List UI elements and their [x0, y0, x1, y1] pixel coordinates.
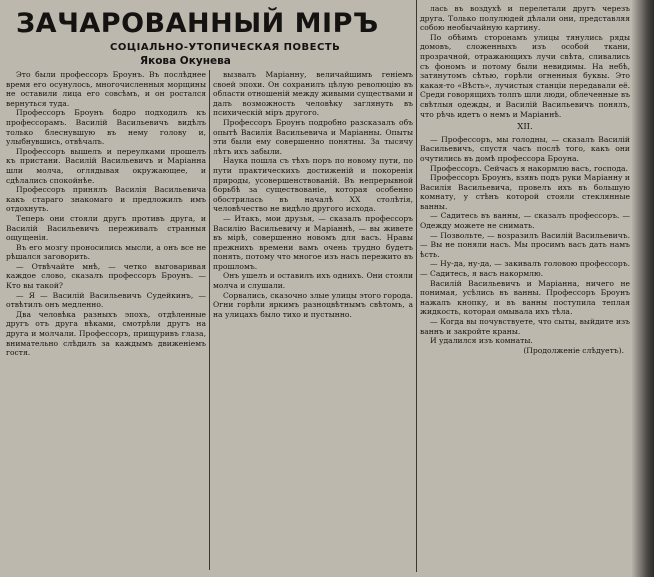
paragraph: Профессоръ Броунъ бодро подходилъ къ профессорамъ. Василій Васильевичъ видѣлъ только блеснувшую въ нему голову и, улыбнувшись, отвѣчалъ. [6, 108, 206, 147]
paragraph: Профессоръ. Сейчасъ я накормлю васъ, господа. [430, 163, 628, 173]
column-divider [416, 0, 417, 572]
paragraph: — Итакъ, мои друзья, — сказалъ профессоръ Василію Васильевичу и Марiаннѣ, — вы живете въ мiрѣ, совершенно новомъ для васъ. Нравы прежнихъ времени вамъ очень трудно будетъ понять, потому что многое изъ насъ пережито въ прошломъ. [213, 213, 413, 271]
paragraph: лась въ воздухѣ и перелетали другъ черезъ друга. Только полулюдей дѣлали они, представляя собою необычайную картину. [420, 4, 630, 33]
paragraph: Профессоръ Броунъ, взявъ подъ руки Марiанну и Василія Васильевича, провелъ ихъ въ большую комнату, у стѣнъ которой стояли стеклянные ванны. [420, 173, 630, 211]
article-title: ЗАЧАРОВАННЫЙ МIРЪ [16, 8, 379, 39]
paragraph: — Ну-да, ну-да, — закивалъ головою профессоръ. — Садитесь, я васъ накормлю. [420, 259, 630, 279]
column-divider [209, 70, 210, 570]
paragraph: Василій Васильевичъ и Марiанна, ничего не понимая, усѣлись въ ванны. Профессоръ Броунъ нажалъ кнопку, и въ ванны поступила теплая жидкость, которая омывала ихъ тѣла. [420, 278, 630, 317]
paragraph: Профессоръ Броунъ подробно разсказалъ объ опытѣ Василія Васильевича и Марiанны. Опыты эти были ему совершенно понятны. За тысячу лѣтъ ихъ забыли. [213, 117, 413, 156]
paragraph: Профессоръ вышелъ и переулками прошелъ къ пристани. Василій Васильевичъ и Марiанна шли молча, оглядывая окружающее, и сдѣлались спокойнѣе. [6, 146, 206, 185]
paragraph: — Отвѣчайте мнѣ, — четко выговаривая каждое слово, сказалъ профессоръ Броунъ. — Кто вы такой? [6, 261, 206, 291]
article-header [0, 0, 418, 70]
page-edge-shadow [632, 0, 654, 577]
paragraph: Сорвались, сказочно злые улицы этого города. Огни горѣли яркимъ разноцвѣтнымъ свѣтомъ, а на улицахъ было тихо и пустынно. [213, 290, 413, 319]
paragraph: Это были профессоръ Броунъ. Въ послѣднее время его осунулось, многочисленныя морщины не оставили лица его совсѣмъ, и он ростался вернуться туда. [6, 70, 206, 108]
paragraph: И удалился изъ комнаты. [430, 336, 533, 346]
paragraph: Два человѣка разныхъ эпохъ, отдѣленные другъ отъ друга вѣками, смотрѣли другъ на друга и молчали. Профессоръ, прищуривъ глаза, внимательно слѣдилъ за каждымъ движенiемъ гостя. [6, 309, 206, 358]
paragraph: По обѣимъ сторонамъ улицы тянулись ряды домовъ, сложенныхъ изъ особой ткани, прозрачной, отражающихъ лучи свѣта, сливались съ фономъ и потому были невидимы. На небѣ, затянутомъ сѣтью, горѣли огненныя буквы. Это какая-то «Вѣсть», лучистыя станцiи передавали её. Среди говорящихъ толпъ шли люди, облеченные въ свѣтлыя одежды, и Василій Васильевичъ понялъ, что рѣчь идетъ о немъ и Марiаннѣ. [420, 32, 630, 119]
text-column-1 [6, 70, 206, 570]
paragraph: Въ его мозгу проносились мысли, а онъ все не рѣшался заговорить. [6, 242, 206, 262]
paragraph: — Садитесь въ ванны, — сказалъ профессоръ. — Одежду можете не снимать. [420, 211, 630, 231]
paragraph: Наука пошла съ тѣхъ поръ по новому пути, по пути практическихъ достиженiй и покоренiя природы, усовершенствованiй. Въ непрерывной борьбѣ за существованiе, которая особенно обострилась въ началѣ XX столѣтiя, человѣчество не видѣло другого исхода. [213, 156, 413, 214]
article-author: Якова Окунева [140, 55, 231, 67]
paragraph: — Профессоръ, мы голодны, — сказалъ Василій Васильевичъ, спустя часъ послѣ того, какъ они очутились въ домѣ профессора Броуна. [420, 134, 630, 163]
article-subtitle: СОЦIАЛЬНО-УТОПИЧЕСКАЯ ПОВЕСТЬ [110, 42, 341, 53]
text-column-2 [213, 70, 413, 570]
paragraph: Онъ ушелъ и оставилъ ихъ однихъ. Они стояли молча и слушали. [213, 271, 413, 291]
chapter-heading: XII. [517, 122, 533, 133]
paragraph: вызвалъ Марiанну, величайшимъ генiемъ своей эпохи. Он сохранилъ цѣлую революцiю въ области отношенiй между живыми существами и далъ возможность человѣку заглянуть въ психическiй мiръ другого. [213, 70, 413, 118]
paragraph: — Я — Василій Васильевичъ Судейкинъ, — отвѣтилъ онъ медленно. [6, 290, 206, 310]
text-column-3 [420, 4, 630, 570]
paragraph: Теперь они стояли другъ противъ друга, и Василій Васильевичъ переживалъ странныя ощущенія. [6, 213, 206, 243]
paragraph: Профессоръ принялъ Василія Васильевича какъ стараго знакомаго и предложилъ имъ отдохнуть. [6, 185, 206, 214]
continuation-note: (Продолженiе слѣдуетъ). [523, 345, 624, 355]
paragraph: — Позвольте, — возразилъ Василій Васильевичъ. — Вы не поняли насъ. Мы просимъ васъ дать намъ ѣсть. [420, 230, 630, 259]
paragraph: — Когда вы почувствуете, что сыты, выйдите изъ ваннъ и закройте краны. [420, 317, 630, 336]
